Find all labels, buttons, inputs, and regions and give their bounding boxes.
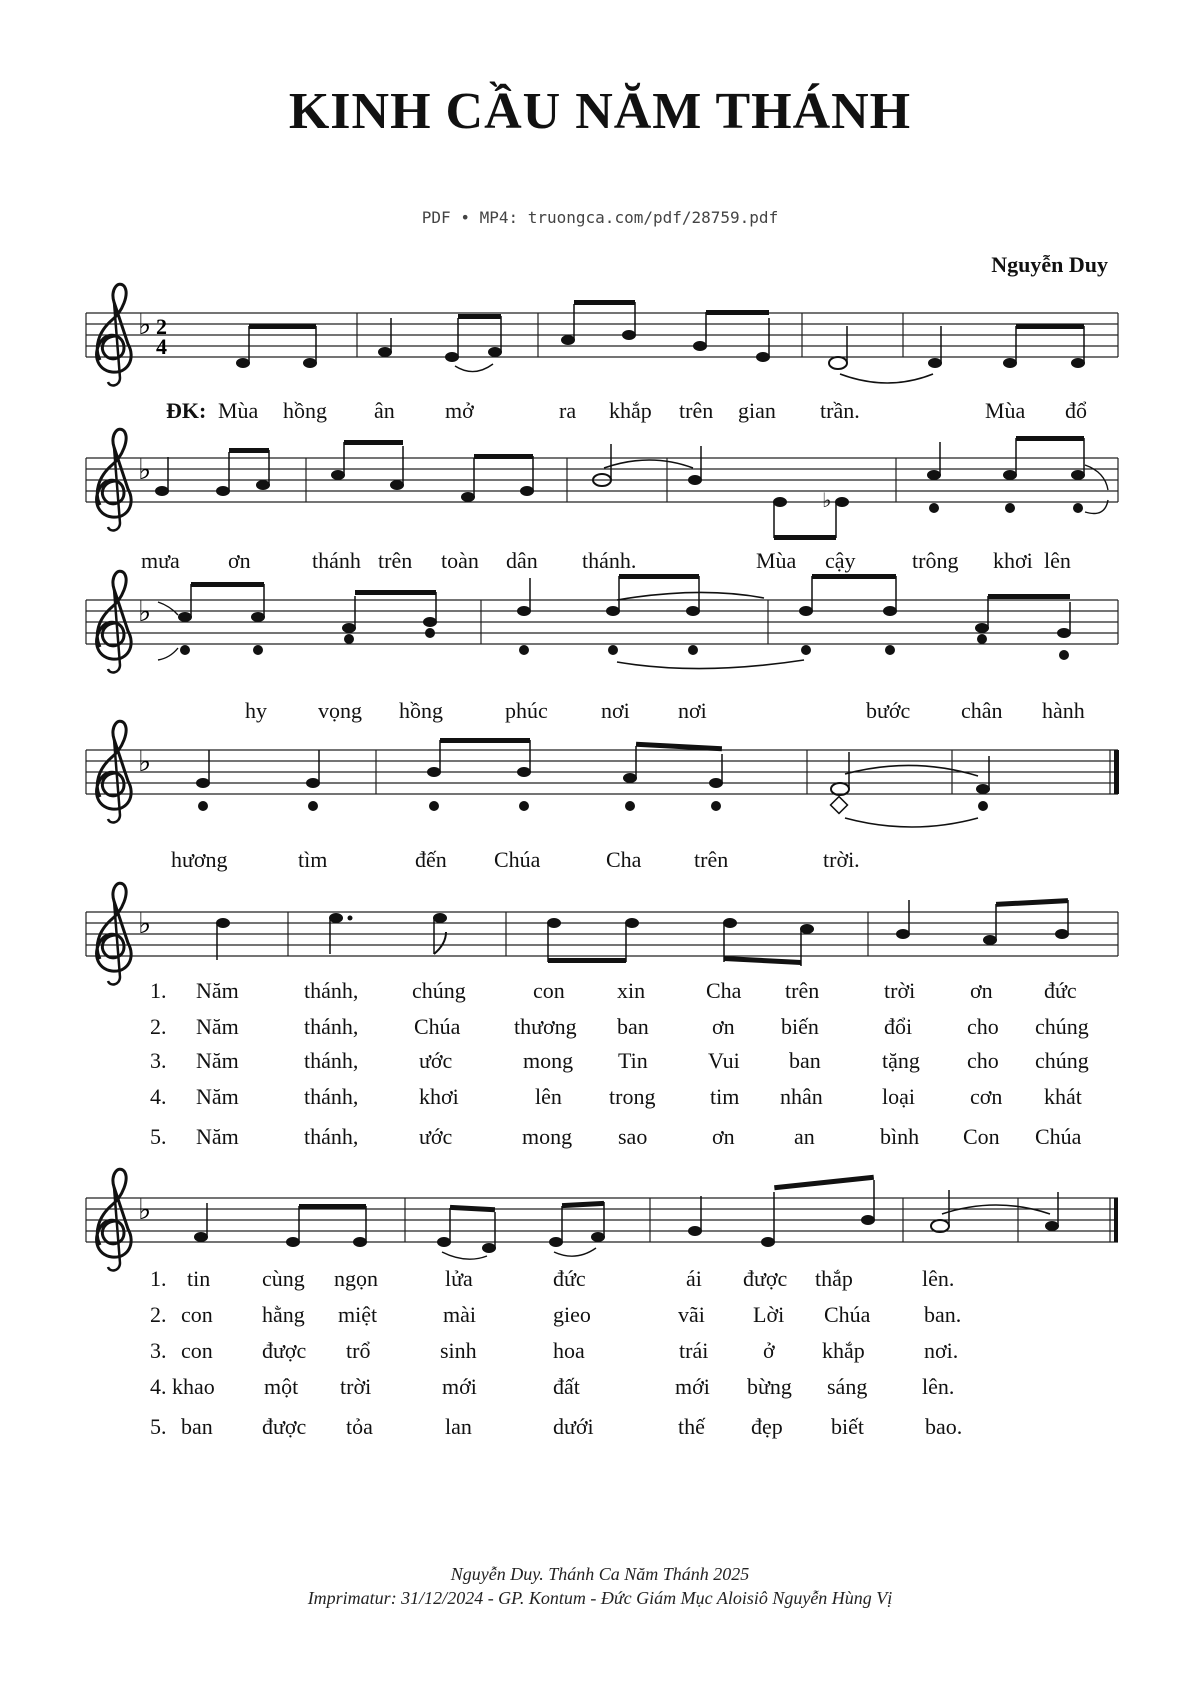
lyric-word: hằng bbox=[262, 1302, 305, 1327]
lyric-word: trần. bbox=[820, 398, 860, 423]
lyric-word: sao bbox=[618, 1124, 648, 1149]
lyric-word: Tin bbox=[618, 1048, 648, 1073]
lyric-word: mở bbox=[445, 398, 474, 423]
lyric-word: vọng bbox=[318, 698, 362, 723]
lyric-word: ơn bbox=[970, 978, 993, 1003]
lyric-word: gieo bbox=[553, 1302, 591, 1327]
lyric-word: Mùa bbox=[985, 398, 1026, 423]
lyric-word: trên bbox=[694, 847, 729, 872]
lyric-word: đức bbox=[1044, 978, 1077, 1003]
verse-number: 4. khao bbox=[150, 1374, 215, 1399]
verse-number: 4. bbox=[150, 1084, 167, 1109]
verse-number: 5. bbox=[150, 1414, 167, 1439]
lyric-word: chúng bbox=[412, 978, 466, 1003]
lyric-word: một bbox=[264, 1374, 299, 1399]
verse-number: 1. bbox=[150, 978, 167, 1003]
staff-system-4 bbox=[86, 721, 1119, 827]
lyric-word: thắp bbox=[815, 1266, 853, 1291]
staff-system-1 bbox=[86, 284, 1118, 385]
lyric-word: sáng bbox=[827, 1374, 868, 1399]
composer-name: Nguyễn Duy bbox=[991, 252, 1108, 277]
lyric-word: mong bbox=[522, 1124, 573, 1149]
lyric-word: lên. bbox=[922, 1374, 955, 1399]
lyric-word: mài bbox=[443, 1302, 476, 1327]
lyric-word: thánh, bbox=[304, 978, 359, 1003]
lyric-word: Mùa bbox=[218, 398, 259, 423]
song-title: KINH CẦU NĂM THÁNH bbox=[288, 83, 912, 140]
lyric-word: dưới bbox=[553, 1414, 594, 1439]
lyric-word: cậy bbox=[825, 548, 856, 573]
lyric-word: ân bbox=[374, 398, 395, 423]
lyric-word: đổi bbox=[884, 1014, 913, 1039]
lyric-word: miệt bbox=[338, 1302, 378, 1327]
svg-text:♭: ♭ bbox=[138, 1193, 152, 1226]
lyric-word: mới bbox=[675, 1374, 710, 1399]
lyric-word: tin bbox=[187, 1266, 211, 1291]
svg-text:♭: ♭ bbox=[822, 488, 832, 512]
lyric-word: bao. bbox=[925, 1414, 963, 1439]
lyric-word: nơi bbox=[678, 698, 707, 723]
lyric-word: Chúa bbox=[414, 1014, 461, 1039]
lyric-word: gian bbox=[738, 398, 776, 423]
lyric-word: ước bbox=[419, 1048, 453, 1073]
lyric-word: thánh, bbox=[304, 1048, 359, 1073]
lyric-word: chúng bbox=[1035, 1014, 1089, 1039]
lyric-word: hy bbox=[245, 698, 267, 723]
lyric-word: hoa bbox=[553, 1338, 585, 1363]
lyric-word: cơn bbox=[970, 1084, 1003, 1109]
lyric-word: Vui bbox=[708, 1048, 740, 1073]
lyric-word: cho bbox=[967, 1014, 999, 1039]
lyric-word: mong bbox=[523, 1048, 574, 1073]
staff-system-3 bbox=[86, 571, 1118, 672]
lyric-word: lên. bbox=[922, 1266, 955, 1291]
verse-number: 1. bbox=[150, 1266, 167, 1291]
lyric-word: tặng bbox=[882, 1048, 920, 1073]
lyric-word: ban. bbox=[924, 1302, 962, 1327]
verse-number: 2. bbox=[150, 1014, 167, 1039]
lyric-word: khơi bbox=[419, 1084, 459, 1109]
lyric-word: được bbox=[262, 1414, 307, 1439]
lyric-word: thế bbox=[678, 1414, 705, 1439]
svg-text:♭: ♭ bbox=[138, 595, 152, 628]
lyric-word: trên bbox=[785, 978, 820, 1003]
lyric-word: phúc bbox=[505, 698, 548, 723]
lyric-word: khắp bbox=[609, 398, 652, 423]
lyric-word: khắp bbox=[822, 1338, 865, 1363]
lyric-word: hồng bbox=[399, 698, 443, 723]
lyric-word: Con bbox=[963, 1124, 1000, 1149]
lyric-word: xin bbox=[617, 978, 646, 1003]
lyric-word: Năm bbox=[196, 1124, 239, 1149]
svg-text:♭: ♭ bbox=[138, 745, 152, 778]
lyric-word: thánh. bbox=[582, 548, 637, 573]
lyric-word: con bbox=[181, 1338, 213, 1363]
lyric-word: cho bbox=[967, 1048, 999, 1073]
lyric-word: trổ bbox=[346, 1338, 371, 1363]
lyric-word: ơn bbox=[712, 1124, 735, 1149]
lyric-word: Chúa bbox=[824, 1302, 871, 1327]
lyric-word: thương bbox=[514, 1014, 577, 1039]
lyric-word: nơi. bbox=[924, 1338, 959, 1363]
refrain-label: ĐK: bbox=[166, 398, 207, 423]
verse-number: 2. bbox=[150, 1302, 167, 1327]
lyric-word: trời bbox=[884, 978, 916, 1003]
lyric-word: lên bbox=[1044, 548, 1071, 573]
lyric-word: đẹp bbox=[751, 1414, 783, 1439]
lyric-word: hành bbox=[1042, 698, 1085, 723]
footer-imprimatur: Imprimatur: 31/12/2024 - GP. Kontum - Đức Giám Mục Aloisiô Nguyễn Hùng Vị bbox=[307, 1588, 893, 1608]
lyric-word: ban bbox=[181, 1414, 213, 1439]
lyric-word: hương bbox=[171, 847, 228, 872]
lyric-word: mới bbox=[442, 1374, 477, 1399]
verse-number: 3. bbox=[150, 1338, 167, 1363]
lyric-word: dân bbox=[506, 548, 538, 573]
lyric-word: tìm bbox=[298, 847, 328, 872]
lyric-word: thánh bbox=[312, 548, 361, 573]
svg-text:♭: ♭ bbox=[138, 907, 152, 940]
lyric-word: sinh bbox=[440, 1338, 477, 1363]
svg-text:2: 2 bbox=[156, 314, 167, 339]
lyric-word: đến bbox=[415, 847, 447, 872]
lyric-word: ơn bbox=[228, 548, 251, 573]
lyric-word: ngọn bbox=[334, 1266, 378, 1291]
source-link[interactable]: PDF • MP4: truongca.com/pdf/28759.pdf bbox=[421, 208, 779, 227]
lyric-word: nơi bbox=[601, 698, 630, 723]
lyric-word: bình bbox=[880, 1124, 920, 1149]
lyric-word: Năm bbox=[196, 1048, 239, 1073]
lyric-word: tỏa bbox=[346, 1414, 373, 1439]
lyric-word: lửa bbox=[445, 1266, 473, 1291]
lyric-word: ban bbox=[789, 1048, 821, 1073]
lyric-word: nhân bbox=[780, 1084, 823, 1109]
lyric-word: trông bbox=[912, 548, 959, 573]
verse-number: 3. bbox=[150, 1048, 167, 1073]
svg-text:♭: ♭ bbox=[138, 453, 152, 486]
lyric-word: lan bbox=[445, 1414, 472, 1439]
lyric-word: Năm bbox=[196, 1014, 239, 1039]
lyric-word: đổ bbox=[1065, 398, 1087, 423]
lyric-word: đức bbox=[553, 1266, 586, 1291]
lyric-word: khát bbox=[1044, 1084, 1082, 1109]
lyric-word: Cha bbox=[706, 978, 742, 1003]
lyric-word: trên bbox=[679, 398, 714, 423]
staff-system-6 bbox=[86, 1169, 1118, 1270]
lyric-word: cùng bbox=[262, 1266, 305, 1291]
lyric-word: chúng bbox=[1035, 1048, 1089, 1073]
lyric-word: Mùa bbox=[756, 548, 797, 573]
lyric-word: ra bbox=[559, 398, 577, 423]
lyric-word: toàn bbox=[441, 548, 479, 573]
lyric-word: Năm bbox=[196, 978, 239, 1003]
svg-text:♭: ♭ bbox=[138, 308, 152, 341]
lyric-word: trái bbox=[679, 1338, 709, 1363]
lyric-word: vãi bbox=[678, 1302, 705, 1327]
lyric-word: tim bbox=[710, 1084, 740, 1109]
lyric-word: Năm bbox=[196, 1084, 239, 1109]
lyric-word: trong bbox=[609, 1084, 656, 1109]
footer-credit: Nguyễn Duy. Thánh Ca Năm Thánh 2025 bbox=[450, 1564, 750, 1584]
lyric-word: mưa bbox=[141, 548, 180, 573]
lyric-word: ơn bbox=[712, 1014, 735, 1039]
verse-number: 5. bbox=[150, 1124, 167, 1149]
lyric-word: chân bbox=[961, 698, 1003, 723]
lyric-word: thánh, bbox=[304, 1124, 359, 1149]
lyric-word: thánh, bbox=[304, 1084, 359, 1109]
lyric-word: bừng bbox=[747, 1374, 792, 1399]
lyric-word: con bbox=[533, 978, 565, 1003]
lyric-word: được bbox=[743, 1266, 788, 1291]
lyric-word: trời. bbox=[823, 847, 860, 872]
lyric-word: Chúa bbox=[494, 847, 541, 872]
lyric-word: hồng bbox=[283, 398, 327, 423]
lyric-word: thánh, bbox=[304, 1014, 359, 1039]
lyric-word: loại bbox=[882, 1084, 915, 1109]
lyric-word: ước bbox=[419, 1124, 453, 1149]
staff-system-5 bbox=[86, 883, 1118, 984]
lyric-word: biến bbox=[781, 1014, 819, 1039]
lyric-word: ở bbox=[763, 1338, 775, 1363]
lyric-word: được bbox=[262, 1338, 307, 1363]
staff-system-2 bbox=[86, 429, 1118, 540]
lyric-word: ái bbox=[686, 1266, 702, 1291]
svg-text:4: 4 bbox=[156, 334, 167, 359]
lyric-word: trời bbox=[340, 1374, 372, 1399]
lyric-word: an bbox=[794, 1124, 815, 1149]
lyric-word: Lời bbox=[753, 1302, 785, 1327]
lyric-word: biết bbox=[831, 1414, 864, 1439]
lyric-word: khơi bbox=[993, 548, 1033, 573]
lyric-word: Cha bbox=[606, 847, 642, 872]
lyric-word: trên bbox=[378, 548, 413, 573]
lyric-word: con bbox=[181, 1302, 213, 1327]
lyric-word: lên bbox=[535, 1084, 562, 1109]
lyric-word: ban bbox=[617, 1014, 649, 1039]
lyric-word: bước bbox=[866, 698, 911, 723]
lyric-word: Chúa bbox=[1035, 1124, 1082, 1149]
lyric-word: đất bbox=[553, 1374, 580, 1399]
